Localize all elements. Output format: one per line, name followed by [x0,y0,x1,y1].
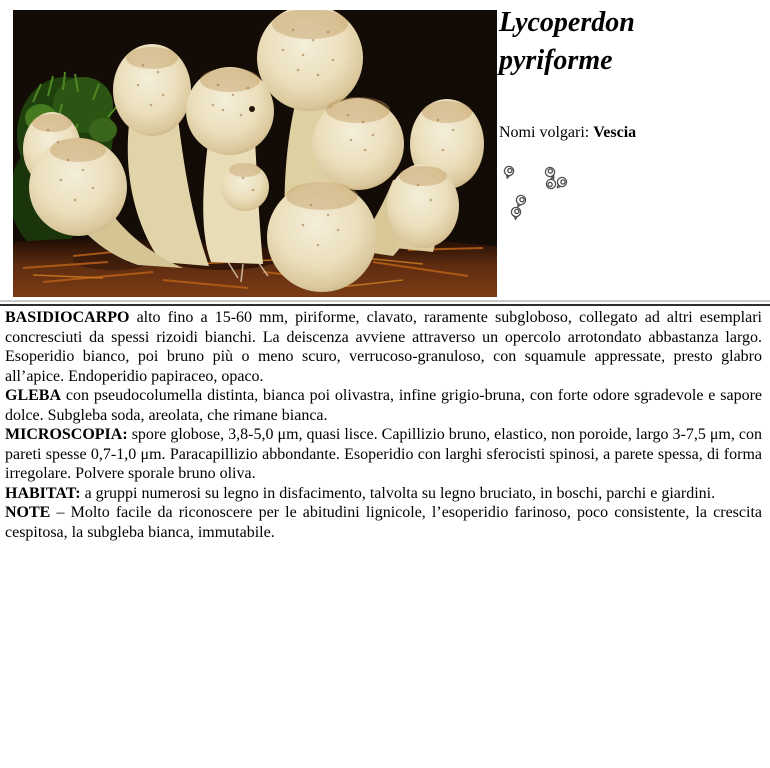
spore-drawing [511,207,520,219]
section-divider-dark-line [0,304,770,306]
species-description-paragraph: HABITAT: a gruppi numerosi su legno in disfacimento, talvolta su legno bruciato, in boschi, parchi e giardini. [5,484,716,502]
species-description [5,308,762,542]
spore-illustration [497,155,587,225]
species-description-paragraph: NOTE – Molto facile da riconoscere per le abitudini lignicole, l’esoperidio farinoso, poco consistente, la crescita cespitosa, la subgleba bianca, immutabile. [5,504,762,541]
common-names [499,123,759,142]
spore-drawing [503,166,514,179]
mushroom-photo-illustration [13,10,497,297]
section-lead: BASIDIOCARPO [5,309,130,326]
page-title: Lycoperdon pyriforme [499,7,635,76]
species-description-paragraph: GLEBA con pseudocolumella distinta, bianca poi olivastra, infine grigio-bruna, con forte odore sgradevole e sapore dolce. Subgleba soda, areolata, che rimane bianca. [5,387,762,424]
section-lead: NOTE [5,504,51,521]
mushroom-photo [13,10,497,297]
species-description-paragraph: BASIDIOCARPO alto fino a 15-60 mm, piriforme, clavato, raramente subgloboso, collegato ad altri esemplari concresciuti da spessi rizoidi bianchi. La deiscenza avviene attraverso un opercolo arrotondato abbastanza largo. Esoperidio bianco, poi bruno più o meno scuro, verrucoso-granuloso, con squamule appressate, presto glabro all’apice. Endoperidio papiraceo, opaco. [5,309,762,385]
spore-drawing [546,176,557,189]
section-divider-light-line [0,300,770,302]
common-names-label: Nomi volgari: [499,124,590,141]
species-description-paragraph: MICROSCOPIA: spore globose, 3,8-5,0 μm, quasi lisce. Capillizio bruno, elastico, non poroide, largo 3-7,5 μm, con pareti spesse 0,7-1,0 μm. Paracapillizio abbondante. Esoperidio con larghi sferocisti spinosi, a parete spessa, di forma irregolare. Polvere sporale bruno oliva. [5,426,762,482]
section-lead: GLEBA [5,387,62,404]
section-lead: HABITAT: [5,484,81,502]
spore-drawing [514,194,527,208]
section-lead: MICROSCOPIA: [5,426,128,443]
common-names-value: Vescia [593,124,637,141]
